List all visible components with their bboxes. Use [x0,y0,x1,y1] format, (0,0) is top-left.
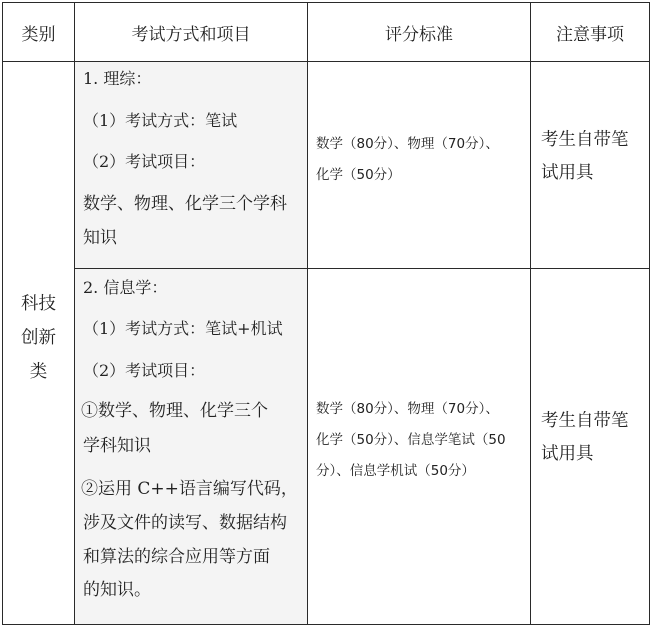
row1-method-line: 数学、物理、化学三个学科 [83,194,287,214]
row-divider [74,268,650,269]
row1-scoring-line: 数学（80分）、物理（70分）、 [316,136,499,152]
header-divider [2,61,650,62]
column-divider-1 [74,2,75,624]
table-border-right [649,2,650,624]
row2-method-line: 学科知识 [83,436,151,456]
row2-method-line: （2）考试项目： [83,361,206,380]
row2-method-line: 的知识。 [83,580,151,600]
method-column-shade [75,62,307,624]
column-divider-2 [307,2,308,624]
row2-method-line: 2. 信息学： [83,278,168,297]
row2-scoring-line: 数学（80分）、物理（70分）、 [316,401,499,417]
row1-method-line: （2）考试项目： [83,152,206,171]
row1-method-line: 1. 理综： [83,69,152,88]
row1-notes-line: 试用具 [541,163,594,183]
row1-notes [531,124,649,190]
row1-notes-line: 考生自带笔 [541,130,629,150]
row1-scoring-line: 化学（50分） [316,167,401,183]
category-line-3: 类 [29,362,48,382]
column-divider-3 [530,2,531,624]
row2-notes [531,405,649,471]
row1-method-line: （1）考试方式：笔试 [83,111,238,130]
row2-scoring-line: 分）、信息学机试（50分） [316,463,475,479]
row2-method-line: 涉及文件的读写、数据结构 [83,513,287,533]
header-notes: 注意事项 [556,24,624,45]
category-line-1: 科技 [21,294,56,314]
row2-scoring-line: 化学（50分）、信息学笔试（50 [316,432,506,448]
row2-method-line: ①数学、物理、化学三个 [81,401,268,421]
header-category: 类别 [21,24,56,45]
header-scoring: 评分标准 [385,24,453,45]
row2-notes-line: 试用具 [541,444,594,464]
table-border-bottom [2,624,650,625]
row2-method-line: 和算法的综合应用等方面 [83,547,270,567]
row2-method-line: ②运用 C++语言编写代码， [81,479,298,499]
row2-scoring [308,394,530,487]
category-line-2: 创新 [21,328,56,348]
row1-method-line: 知识 [83,228,117,248]
header-method: 考试方式和项目 [131,24,251,45]
row1-scoring [308,129,530,191]
row2-method-line: （1）考试方式：笔试+机试 [83,319,283,338]
row2-notes-line: 考生自带笔 [541,411,629,431]
category-cell [3,287,74,389]
